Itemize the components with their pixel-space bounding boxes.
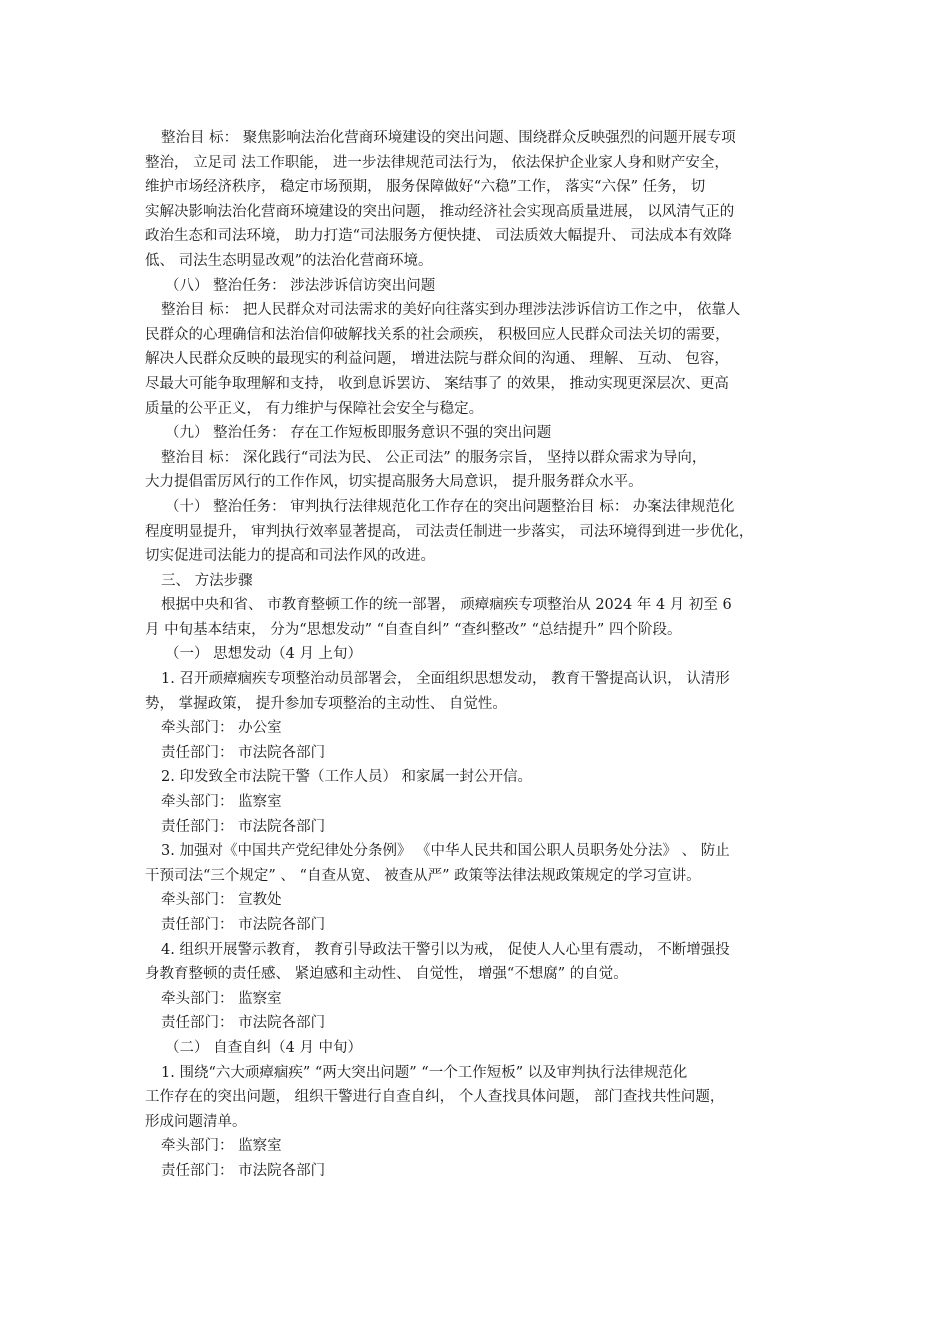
paragraph-line: 尽最大可能争取理解和支持， 收到息诉罢访、 案结事了 的效果， 推动实现更深层次、更高 [145,375,729,392]
paragraph-line: 势， 掌握政策， 提升参加专项整治的主动性、 自觉性。 [145,695,507,712]
list-item: 4. 组织开展警示教育， 教育引导政法干警引以为戒， 促使人人心里有震动， 不断增强投 [161,941,730,958]
paragraph-line: 整治， 立足司 法工作职能， 进一步法律规范司法行为， 依法保护企业家人身和财产安全， [145,154,729,171]
paragraph-line: 低、 司法生态明显改观”的法治化营商环境。 [145,252,433,269]
responsible-department: 责任部门： 市法院各部门 [161,1015,326,1032]
lead-department: 牵头部门： 监察室 [161,1138,282,1155]
responsible-department: 责任部门： 市法院各部门 [161,744,326,761]
list-item: 1. 围绕“六大顽瘴痼疾” “两大突出问题” “一个工作短板” 以及审判执行法律规范化 [161,1064,688,1081]
section-heading: （八） 整治任务： 涉法涉诉信访突出问题 [165,277,436,294]
lead-department: 牵头部门： 办公室 [161,720,282,737]
section-heading: （一） 思想发动（4 月 上旬） [165,646,363,663]
paragraph-line: 实解决影响法治化营商环境建设的突出问题， 推动经济社会实现高质量进展， 以风清气正的 [145,203,735,220]
paragraph-line: 程度明显提升， 审判执行效率显著提高， 司法责任制进一步落实， 司法环境得到进一步优化， [145,523,754,540]
section-heading: （二） 自查自纠（4 月 中旬） [165,1039,363,1056]
paragraph-line: 月 中旬基本结束， 分为“思想发动” “自查自纠” “查纠整改” “总结提升” 四个阶段。 [145,621,682,638]
paragraph-line: 根据中央和省、 市教育整顿工作的统一部署， 顽瘴痼疾专项整治从 2024 年 4 月 初至 6 [161,597,732,614]
paragraph-line: 工作存在的突出问题， 组织干警进行自查自纠， 个人查找具体问题， 部门查找共性问题， [145,1089,725,1106]
paragraph-line: 整治目 标： 深化践行“司法为民、 公正司法” 的服务宗旨， 坚持以群众需求为导向， [161,449,707,466]
paragraph-line: 质量的公平正义， 有力维护与保障社会安全与稳定。 [145,400,484,417]
paragraph-line: 民群众的心理确信和法治信仰破解找关系的社会顽疾， 积极回应人民群众司法关切的需要， [145,326,730,343]
lead-department: 牵头部门： 宣教处 [161,892,282,909]
document-body [145,126,813,1184]
responsible-department: 责任部门： 市法院各部门 [161,917,326,933]
list-item: 1. 召开顽瘴痼疾专项整治动员部署会， 全面组织思想发动， 教育干警提高认识， 认清形 [161,671,730,688]
section-heading: 三、 方法步骤 [161,572,253,589]
responsible-department: 责任部门： 市法院各部门 [161,1162,326,1179]
section-heading: （十） 整治任务： 审判执行法律规范化工作存在的突出问题整治目 标： 办案法律规范化 [165,498,735,515]
paragraph-line: 形成问题清单。 [145,1113,247,1130]
paragraph-line: 解决人民群众反映的最现实的利益问题， 增进法院与群众间的沟通、 理解、 互动、 包容， [145,351,729,368]
list-item: 3. 加强对《中国共产党纪律处分条例》 《中华人民共和国公职人员职务处分法》 、 防止 [161,843,730,860]
paragraph-line: 干预司法“三个规定” 、 “自查从宽、 被查从严” 政策等法律法规政策规定的学习宣讲。 [145,867,701,884]
responsible-department: 责任部门： 市法院各部门 [161,818,326,835]
lead-department: 牵头部门： 监察室 [161,990,282,1007]
paragraph-line: 整治目 标： 把人民群众对司法需求的美好向往落实到办理涉法涉诉信访工作之中， 依靠人 [161,302,741,319]
paragraph-line: 切实促进司法能力的提高和司法作风的改进。 [145,548,435,565]
paragraph-line: 整治目 标： 聚焦影响法治化营商环境建设的突出问题、围绕群众反映强烈的问题开展专项 [161,130,736,146]
section-heading: （九） 整治任务： 存在工作短板即服务意识不强的突出问题 [165,425,552,442]
paragraph-line: 政治生态和司法环境， 助力打造“司法服务方便快捷、 司法质效大幅提升、 司法成本有效降 [145,228,732,245]
paragraph-line: 维护市场经济秩序， 稳定市场预期， 服务保障做好“六稳”工作， 落实“六保” 任务， 切 [145,179,706,196]
paragraph-line: 身教育整顿的责任感、 紧迫感和主动性、 自觉性， 增强“不想腐” 的自觉。 [145,966,628,983]
paragraph-line: 大力提倡雷厉风行的工作作风，切实提高服务大局意识， 提升服务群众水平。 [145,474,643,491]
list-item: 2. 印发致全市法院干警（工作人员） 和家属一封公开信。 [161,769,533,786]
lead-department: 牵头部门： 监察室 [161,794,282,811]
